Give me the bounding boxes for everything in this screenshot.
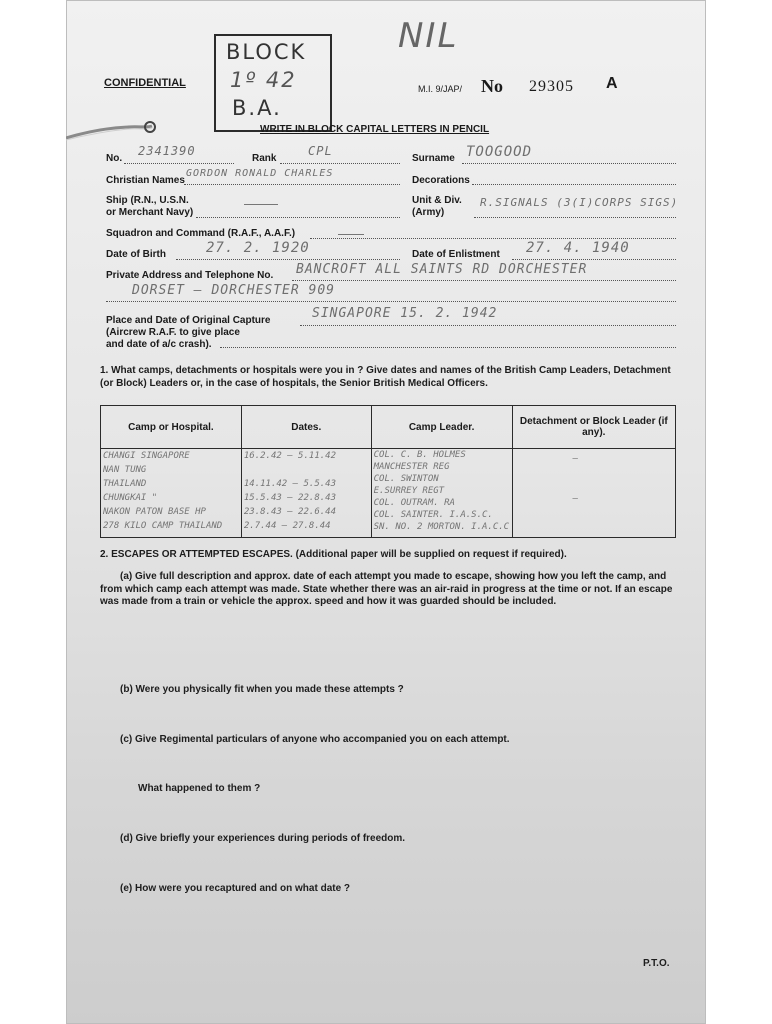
block-leader-entry [513, 469, 675, 489]
capture-label-1: Place and Date of Original Capture [106, 315, 271, 326]
enlistment-label: Date of Enlistment [412, 249, 500, 260]
rank-value: CPL [308, 144, 333, 158]
address-value-2: DORSET — DORCHESTER 909 [132, 283, 336, 298]
instruction-heading: WRITE IN BLOCK CAPITAL LETTERS IN PENCIL [260, 124, 490, 135]
enlistment-value: 27. 4. 1940 [526, 240, 630, 256]
no-label: No. [106, 153, 123, 164]
unit-label: Unit & Div. [412, 195, 462, 206]
camp-entry: 278 KILO CAMP THAILAND [103, 521, 223, 531]
surname-label: Surname [412, 153, 455, 164]
leader-entry: MANCHESTER REG [373, 462, 450, 472]
camp-entry: CHANGI SINGAPORE [103, 451, 190, 461]
leader-entry: COL. SWINTON [373, 474, 439, 484]
ship-dash [244, 204, 278, 205]
date-entry [242, 463, 371, 477]
christian-names-value: GORDON RONALD CHARLES [186, 168, 334, 179]
date-entry: 16.2.42 – 5.11.42 [243, 451, 336, 461]
dates-cell [241, 449, 371, 538]
camp-entry: NAKON PATON BASE HP [103, 507, 206, 517]
dob-label: Date of Birth [106, 249, 166, 260]
camp-entry: CHUNGKAI " [103, 493, 158, 503]
section-2-title: 2. ESCAPES OR ATTEMPTED ESCAPES. (Additional paper will be supplied on request if required). [100, 549, 567, 560]
unit-label-2: (Army) [412, 207, 445, 218]
date-entry: 2.7.44 – 27.8.44 [243, 521, 331, 531]
confidential-heading: CONFIDENTIAL [104, 77, 186, 89]
string-tie [66, 118, 156, 144]
capture-value: SINGAPORE 15. 2. 1942 [312, 306, 498, 321]
leader-entry: SN. NO. 2 MORTON. I.A.C.C [373, 522, 510, 532]
camps-table [100, 405, 676, 538]
camps-cell [101, 449, 242, 538]
leader-entry: E.SURREY REGT [373, 486, 445, 496]
form-suffix: A [606, 75, 618, 92]
christian-names-label: Christian Names [106, 175, 185, 186]
decorations-label: Decorations [412, 175, 470, 186]
capture-label-3: and date of a/c crash). [106, 339, 212, 350]
block-leaders-cell [512, 449, 675, 538]
address-value-1: BANCROFT ALL SAINTS RD DORCHESTER [296, 262, 588, 277]
no-value: 2341390 [138, 144, 196, 158]
leader-entry: COL. OUTRAM. RA [373, 498, 455, 508]
date-entry: 14.11.42 – 5.5.43 [243, 479, 336, 489]
camp-entry: NAN TUNG [103, 465, 147, 475]
leader-entry: COL. SAINTER. I.A.S.C. [373, 510, 493, 520]
surname-value: TOOGOOD [466, 144, 533, 160]
squadron-label: Squadron and Command (R.A.F., A.A.F.) [106, 228, 296, 239]
question-2c: (c) Give Regimental particulars of anyone who accompanied you on each attempt. [120, 734, 510, 745]
block-leader-entry: — [572, 454, 579, 464]
pto-label: P.T.O. [643, 958, 670, 969]
column-dates: Dates. [241, 406, 371, 449]
question-2d: (d) Give briefly your experiences during periods of freedom. [120, 833, 406, 844]
unit-value: R.SIGNALS (3(I)CORPS SIGS) [480, 196, 679, 209]
capture-label-2: (Aircrew R.A.F. to give place [106, 327, 240, 338]
column-camp-leader: Camp Leader. [371, 406, 512, 449]
leaders-cell [371, 449, 512, 538]
form-number: 29305 [529, 78, 574, 95]
question-2c-followup: What happened to them ? [138, 783, 261, 794]
block-leader-entry: — [572, 494, 579, 504]
column-block-leader: Detachment or Block Leader (if any). [512, 406, 675, 449]
question-2a: (a) Give full description and approx. date of each attempt you made to escape, showing how you left the camp, and from which camp each attempt was made. State whether there was an air-raid in progress at the time or not. If an escape was made from a train or vehicle the approx. speed and how it was guarded should be included. [100, 571, 673, 607]
ship-label: Ship (R.N., U.S.N. [106, 195, 189, 206]
leader-entry: COL. C. B. HOLMES [373, 450, 466, 460]
date-entry: 23.8.43 – 22.6.44 [243, 507, 336, 517]
ship-label-2: or Merchant Navy) [106, 207, 194, 218]
squadron-dash [338, 234, 364, 235]
nil-annotation: NIL [398, 16, 459, 56]
stamp-line3: B.A. [232, 96, 282, 120]
stamp-line1: BLOCK [226, 40, 307, 64]
rank-label: Rank [252, 153, 277, 164]
block-stamp [214, 34, 332, 132]
number-label: No [481, 76, 503, 96]
question-1: 1. What camps, detachments or hospitals were you in ? Give dates and names of the British Camp Leaders, Detachment (or Block) Leaders or, in the case of hospitals, the Senior British Medical Officers. [100, 365, 671, 389]
camp-entry: THAILAND [103, 479, 147, 489]
stamp-line2: 1º 42 [230, 68, 297, 92]
address-label: Private Address and Telephone No. [106, 270, 274, 281]
date-entry: 15.5.43 – 22.8.43 [243, 493, 336, 503]
dob-value: 27. 2. 1920 [206, 240, 310, 256]
question-2b: (b) Were you physically fit when you made these attempts ? [120, 684, 404, 695]
question-2e: (e) How were you recaptured and on what date ? [120, 883, 351, 894]
column-camp: Camp or Hospital. [101, 406, 242, 449]
form-reference: M.I. 9/JAP/ [418, 84, 463, 94]
